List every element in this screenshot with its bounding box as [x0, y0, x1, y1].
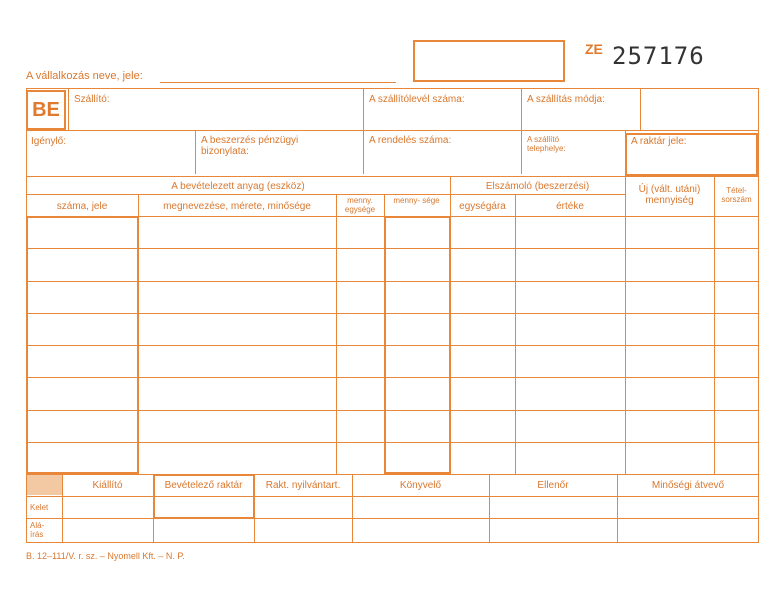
company-name-line — [160, 82, 396, 83]
accounting-group-header: Elszámoló (beszerzési) — [485, 181, 590, 192]
unit-price-header: egységára — [459, 201, 506, 212]
divider — [26, 130, 759, 131]
doc-code-badge: BE — [26, 90, 66, 130]
purchase-doc-label: A beszerzés pénzügyi bizonylata: — [201, 135, 299, 157]
number-mark-header: száma, jele — [56, 201, 108, 212]
order-no-label: A rendelés száma: — [369, 135, 452, 146]
serial-number: 257176 — [612, 42, 705, 70]
table-row-line — [26, 248, 759, 249]
name-header: megnevezése, mérete, minősége — [163, 201, 311, 212]
divider — [515, 194, 516, 474]
requester-label: Igénylő: — [31, 136, 67, 147]
top-blank-box[interactable] — [413, 40, 565, 82]
divider — [363, 88, 364, 174]
table-row-line — [26, 377, 759, 378]
supplier-site-label: A szállító telephelye: — [527, 135, 566, 153]
imprint: B. 12–111/V. r. sz. – Nyomell Kft. – N. P. — [26, 551, 185, 561]
material-group-header: A bevételezett anyag (eszköz) — [171, 181, 305, 192]
table-row-line — [26, 410, 759, 411]
table-row-line — [26, 345, 759, 346]
controller-header: Ellenőr — [537, 480, 569, 491]
accountant-header: Könyvelő — [399, 480, 442, 491]
issued-by-header: Kiállító — [92, 480, 123, 491]
table-row-line — [26, 442, 759, 443]
signature-label: Alá- írás — [30, 521, 45, 539]
divider — [195, 130, 196, 174]
warehouse-record-header: Rakt. nyilvántart. — [265, 480, 341, 491]
divider — [640, 88, 641, 130]
shaded-corner — [27, 475, 62, 495]
table-row-line — [26, 313, 759, 314]
divider — [26, 176, 759, 177]
company-label: A vállalkozás neve, jele: — [26, 70, 143, 82]
warehouse-mark-label: A raktár jele: — [631, 136, 687, 147]
supplier-label: Szállító: — [74, 94, 110, 105]
divider — [714, 176, 715, 474]
dated-label: Kelet — [30, 503, 49, 512]
value-header: értéke — [556, 201, 584, 212]
divider — [26, 518, 759, 519]
divider — [26, 496, 759, 497]
quantity-header: menny- sége — [393, 196, 440, 205]
item-serial-header: Tétel- sorszám — [721, 186, 752, 204]
divider — [625, 176, 626, 474]
divider — [26, 194, 625, 195]
divider — [68, 88, 69, 130]
table-row-line — [26, 281, 759, 282]
divider — [26, 474, 759, 475]
new-quantity-header: Új (vált. utáni) mennyiség — [638, 184, 701, 206]
delivery-mode-label: A szállítás módja: — [527, 94, 605, 105]
delivery-note-label: A szállítólevél száma: — [369, 94, 465, 105]
divider — [336, 194, 337, 474]
receiving-warehouse-header: Bevételező raktár — [164, 480, 243, 491]
divider — [521, 88, 522, 174]
serial-prefix: ZE — [585, 41, 603, 57]
unit-header: menny. egysége — [344, 196, 376, 214]
quality-receiver-header: Minőségi átvevő — [651, 480, 725, 491]
